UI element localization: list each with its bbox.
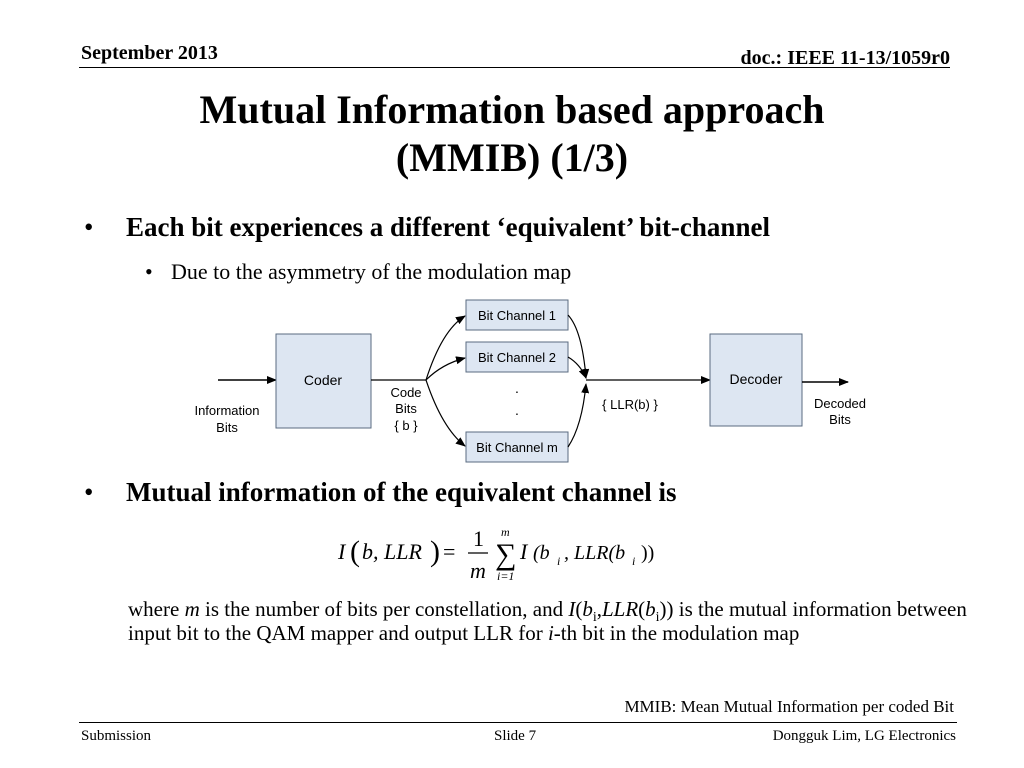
para-text: )) is the mutual information between input bit to the QAM mapper and output LLR for — [128, 597, 967, 645]
mmib-note: MMIB: Mean Mutual Information per coded Bit — [624, 697, 954, 716]
formula-sum-lower: i=1 — [497, 569, 515, 583]
para-text: where — [128, 597, 185, 621]
code-bits-label-3: { b } — [394, 418, 418, 433]
fanin-arrow-2 — [568, 357, 586, 378]
bullet-2-text: Mutual information of the equivalent channel is — [126, 477, 677, 507]
para-var-m: m — [184, 597, 200, 621]
decoder-label: Decoder — [729, 371, 783, 387]
para-text: is the number of bits per constellation, and — [199, 597, 569, 621]
footer-rule — [79, 722, 957, 723]
bullet-dot-icon: • — [84, 477, 94, 507]
fanout-arrow-m — [426, 380, 465, 446]
channel-ellipsis-1: . — [515, 380, 519, 396]
slide-title — [0, 86, 1024, 182]
input-label-1: Information — [194, 403, 260, 418]
sub-bullet-1-text: Due to the asymmetry of the modulation map — [171, 259, 572, 284]
bit-channel-2-label: Bit Channel 2 — [477, 350, 557, 365]
mutual-information-formula — [330, 522, 690, 586]
explanation-paragraph — [128, 597, 968, 645]
formula-lhs-close-paren: ) — [430, 535, 440, 568]
para-sub-i: i — [592, 610, 597, 626]
formula-lhs-args: b, LLR — [362, 539, 422, 564]
output-label-1: Decoded — [813, 396, 867, 411]
llr-label: { LLR(b) } — [602, 397, 658, 412]
header-doc-id: doc.: IEEE 11-13/1059r0 — [740, 47, 950, 69]
footer-submission: Submission — [81, 728, 152, 744]
formula-rhs-sub-2: i — [632, 554, 636, 568]
formula-sigma-icon: ∑ — [495, 538, 517, 571]
header-date: September 2013 — [81, 42, 218, 64]
para-sub-i: i — [655, 610, 660, 626]
bullet-1 — [84, 212, 770, 243]
para-var-b: b — [582, 597, 593, 621]
bullet-2 — [84, 477, 677, 508]
para-var-b: b — [645, 597, 656, 621]
footer-slide-number: Slide 7 — [494, 728, 537, 744]
fanout-arrow-1 — [426, 316, 465, 380]
para-var-LLR: LLR — [601, 597, 639, 621]
bit-channel-m-label: Bit Channel m — [476, 440, 558, 455]
fanin-arrow-m — [568, 384, 586, 447]
formula-frac-den: m — [470, 558, 486, 583]
formula-equals: = — [443, 539, 456, 564]
para-text: ( — [638, 597, 646, 621]
input-label-2: Bits — [216, 420, 238, 435]
bit-channel-1-label: Bit Channel 1 — [477, 308, 557, 323]
footer-author: Dongguk Lim, LG Electronics — [772, 728, 956, 744]
code-bits-label-2: Bits — [395, 401, 417, 416]
channel-ellipsis-2: . — [515, 402, 519, 418]
formula-rhs-end: )) — [641, 542, 655, 564]
formula-rhs-mid: , LLR(b — [564, 542, 626, 564]
formula-rhs-I: I — [520, 539, 528, 564]
title-line-2: (MMIB) (1/3) — [395, 135, 629, 180]
formula-frac-num: 1 — [473, 526, 484, 551]
bullet-dot-icon: • — [84, 212, 94, 242]
coder-label: Coder — [303, 372, 343, 388]
bullet-1-text: Each bit experiences a different ‘equivalent’ bit-channel — [126, 212, 770, 242]
fanout-arrow-2 — [426, 358, 465, 380]
formula-lhs-open-paren: ( — [350, 535, 360, 568]
para-text: ( — [575, 597, 583, 621]
header-rule — [79, 67, 950, 68]
formula-rhs-sub-1: i — [557, 554, 561, 568]
code-bits-label-1: Code — [390, 385, 422, 400]
formula-rhs-args: (b — [533, 542, 550, 564]
para-var-I: I — [568, 597, 576, 621]
output-label-2: Bits — [829, 412, 851, 427]
para-var-i: i — [547, 621, 554, 645]
para-text: , — [596, 597, 602, 621]
bit-channel-diagram — [180, 296, 880, 468]
formula-sum-upper: m — [501, 525, 510, 539]
sub-bullet-1 — [145, 259, 571, 285]
formula-lhs-I: I — [338, 539, 346, 564]
title-line-1: Mutual Information based approach — [199, 87, 825, 132]
bullet-dot-icon: • — [145, 259, 153, 284]
para-text: -th bit in the modulation map — [553, 621, 800, 645]
fanin-arrow-1 — [568, 315, 586, 378]
